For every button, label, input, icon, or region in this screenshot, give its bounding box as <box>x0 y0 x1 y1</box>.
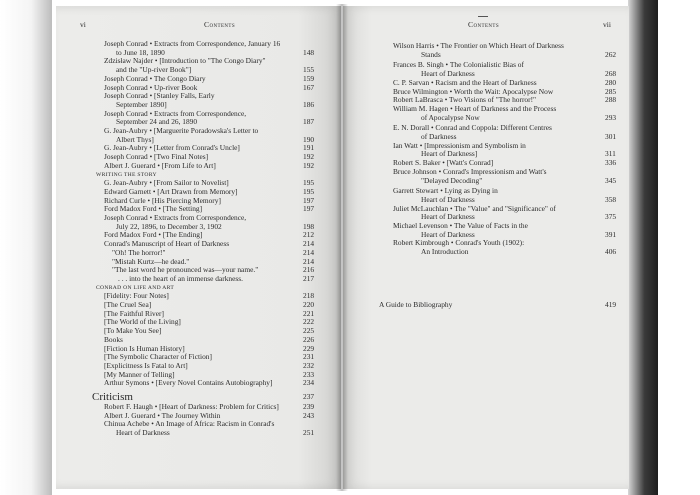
entry-page-number: 293 <box>605 112 617 122</box>
entry-title: G. Jean-Aubry • [From Sailor to Novelist] <box>104 178 229 188</box>
entry-title-continued: and the "Up-river Book"] <box>116 65 192 75</box>
entry-page-number: 212 <box>303 230 315 240</box>
contents-entry <box>104 214 246 232</box>
entry-page-number: 234 <box>303 378 315 388</box>
entry-title: Robert Kimbrough • Conrad's Youth (1902): <box>393 238 525 248</box>
entry-page-number: 233 <box>303 369 315 379</box>
contents-entry <box>393 205 556 223</box>
entry-page-number: 192 <box>303 152 315 162</box>
contents-entry <box>104 57 266 75</box>
entry-title: Michael Levenson • The Value of Facts in the <box>393 221 528 230</box>
entry-title: . . . into the heart of an immense darkness. <box>118 273 243 283</box>
entry-title: Robert LaBrasca • Two Visions of "The horror!" <box>393 95 537 105</box>
contents-entry <box>393 168 547 186</box>
left-page <box>56 6 341 489</box>
entry-title-continued: Heart of Darkness <box>421 69 475 79</box>
entry-title: Joseph Conrad • Extracts from Correspondence, <box>104 213 247 222</box>
entry-page-number: 197 <box>303 195 315 205</box>
entry-title: A Guide to Bibliography <box>379 299 453 309</box>
entry-page-number: 198 <box>303 221 315 231</box>
contents-entry <box>393 124 552 142</box>
entry-title: E. N. Dorall • Conrad and Coppola: Different Centres <box>393 123 552 133</box>
entry-page-number: 336 <box>605 158 617 168</box>
entry-page-number: 358 <box>605 194 617 204</box>
entry-title: Joseph Conrad • The Congo Diary <box>104 73 206 83</box>
entry-title: Chinua Achebe • An Image of Africa: Racism in Conrad's <box>104 419 275 429</box>
entry-title: [The World of the Living] <box>104 317 181 327</box>
entry-title: [Fidelity: Four Notes] <box>104 291 169 301</box>
entry-page-number: 301 <box>605 132 617 141</box>
entry-page-number: 159 <box>303 73 315 83</box>
entry-page-number: 221 <box>303 308 315 318</box>
entry-page-number: 191 <box>303 143 315 153</box>
contents-entry <box>104 92 215 110</box>
entry-title-continued: Heart of Darkness <box>421 229 475 239</box>
contents-entry <box>104 162 216 171</box>
entry-page-number: 262 <box>605 49 617 59</box>
entry-title: Robert F. Haugh • [Heart of Darkness: Problem for Critics] <box>104 402 279 411</box>
contents-entry <box>104 379 272 388</box>
entry-title-continued: "Delayed Decoding" <box>421 175 483 185</box>
entry-title-continued: Albert Thys] <box>116 134 154 144</box>
entry-title: [Explicitness Is Fatal to Art] <box>104 360 188 370</box>
contents-entry <box>104 127 258 145</box>
entry-page-number: 251 <box>303 428 315 438</box>
entry-title: Joseph Conrad • Extracts from Correspondence, <box>104 108 247 118</box>
entry-page-number: 406 <box>605 247 617 257</box>
section-heading-writing: WRITING THE STORY <box>96 171 157 178</box>
entry-title: Joseph Conrad • [Two Final Notes] <box>104 152 209 162</box>
entry-title: [The Cruel Sea] <box>104 300 152 309</box>
entry-page-number: 218 <box>303 291 315 301</box>
entry-page-number: 226 <box>303 334 315 344</box>
left-running-head: Contents <box>204 20 236 29</box>
entry-title: Wilson Harris • The Frontier on Which Heart of Darkness <box>393 41 564 50</box>
part-heading-criticism: Criticism <box>92 391 133 403</box>
right-running-head: Contents <box>468 20 500 29</box>
entry-page-number: 232 <box>303 360 315 370</box>
page-edge-right <box>628 0 658 495</box>
entry-page-number: 288 <box>605 95 617 105</box>
entry-title: Ford Madox Ford • [The Setting] <box>104 204 203 214</box>
entry-title-continued: to June 18, 1890 <box>116 47 165 57</box>
entry-title: Garrett Stewart • Lying as Dying in <box>393 186 498 196</box>
entry-title: Albert J. Guerard • [From Life to Art] <box>104 160 216 170</box>
entry-page-number: 192 <box>303 160 315 170</box>
entry-page-number: 280 <box>605 77 617 87</box>
entry-page-number: 195 <box>303 186 315 196</box>
entry-title-continued: Heart of Darkness <box>421 212 475 222</box>
entry-page-number: 167 <box>303 82 315 92</box>
entry-page-number: 345 <box>605 175 617 185</box>
contents-entry <box>104 110 246 128</box>
entry-page-number: 186 <box>303 99 315 109</box>
entry-page-number: 391 <box>605 229 617 239</box>
entry-title: Conrad's Manuscript of Heart of Darkness <box>104 239 230 249</box>
entry-title: Richard Curle • [His Piercing Memory] <box>104 195 221 205</box>
right-folio: vii <box>603 20 612 29</box>
entry-title: Frances B. Singh • The Colonialistic Bias of <box>393 60 524 70</box>
entry-title: C. P. Sarvan • Racism and the Heart of Darkness <box>393 77 537 87</box>
contents-entry <box>393 61 524 79</box>
entry-title: Joseph Conrad • Up-river Book <box>104 82 198 92</box>
entry-title-continued: Heart of Darkness <box>116 428 170 438</box>
contents-entry <box>393 105 556 123</box>
entry-page-number: 220 <box>303 300 315 309</box>
entry-page-number: 197 <box>303 204 315 214</box>
contents-entry <box>393 187 498 205</box>
entry-title-continued: An Introduction <box>421 247 469 257</box>
entry-page-number: 311 <box>605 149 616 159</box>
entry-page-number: 187 <box>303 117 315 127</box>
right-contents-list <box>343 6 629 489</box>
entry-page-number: 216 <box>303 265 315 275</box>
entry-page-number: 148 <box>303 47 315 57</box>
contents-entry <box>393 142 526 160</box>
contents-entry <box>393 222 528 240</box>
entry-title-continued: Stands <box>421 49 441 59</box>
entry-page-number: 229 <box>303 343 315 353</box>
entry-title: "The last word he pronounced was—your name." <box>112 265 259 275</box>
entry-title: "Oh! The horror!" <box>112 247 166 257</box>
entry-title-continued: Heart of Darkness <box>421 194 475 204</box>
entry-title-continued: September 1890] <box>116 99 167 109</box>
entry-title-continued: of Darkness <box>421 132 457 142</box>
entry-title-continued: of Apocalypse Now <box>421 112 480 122</box>
entry-page-number: 243 <box>303 410 315 420</box>
entry-title-continued: September 24 and 26, 1890 <box>116 117 198 127</box>
entry-title: [My Manner of Telling] <box>104 369 175 379</box>
contents-entry <box>379 301 452 310</box>
entry-title: G. Jean-Aubry • [Letter from Conrad's Uncle] <box>104 143 240 153</box>
contents-entry <box>393 239 524 257</box>
entry-title: Joseph Conrad • [Stanley Falls, Early <box>104 91 215 101</box>
entry-page-number: 155 <box>303 65 315 75</box>
entry-title: Joseph Conrad • Extracts from Correspondence, January 16 <box>104 39 281 48</box>
entry-title: G. Jean-Aubry • [Marguerite Poradowska's Letter to <box>104 126 259 135</box>
entry-page-number: 214 <box>303 256 315 266</box>
entry-page-number: 195 <box>303 178 315 188</box>
left-contents-list <box>56 6 341 489</box>
entry-title: "Mistah Kurtz—he dead." <box>112 256 190 266</box>
entry-page-number: 285 <box>605 86 617 96</box>
entry-title: Bruce Johnson • Conrad's Impressionism and Watt's <box>393 166 547 176</box>
entry-title: Zdzisław Najder • [Introduction to "The Congo Diary" <box>104 56 266 66</box>
entry-title: [Fiction Is Human History] <box>104 343 185 353</box>
entry-title: William M. Hagen • Heart of Darkness and the Process <box>393 103 557 113</box>
entry-title: Ian Watt • [Impressionism and Symbolism in <box>393 140 526 150</box>
entry-title: [The Faithful River] <box>104 308 164 318</box>
entry-title: [To Make You See] <box>104 326 162 336</box>
entry-title: Albert J. Guerard • The Journey Within <box>104 410 221 420</box>
entry-page-number: 214 <box>303 247 315 257</box>
entry-page-number: 239 <box>303 402 315 411</box>
entry-title: Edward Garnett • [Art Drawn from Memory] <box>104 186 238 196</box>
entry-page-number: 231 <box>303 352 315 362</box>
entry-title: Arthur Symons • [Every Novel Contains Autobiography] <box>104 378 273 388</box>
entry-page-number: 375 <box>605 212 617 222</box>
entry-title: Books <box>104 334 123 344</box>
left-folio: vi <box>80 20 86 29</box>
entry-title-continued: July 22, 1896, to December 3, 1902 <box>116 221 222 231</box>
entry-title: Robert S. Baker • [Watt's Conrad] <box>393 158 494 168</box>
page-edge-left <box>0 0 52 495</box>
right-page <box>343 6 629 489</box>
entry-page-number: 214 <box>303 239 315 249</box>
entry-title: [The Symbolic Character of Fiction] <box>104 352 212 362</box>
book-gutter <box>336 4 348 491</box>
contents-entry <box>393 42 564 60</box>
entry-page-number: 190 <box>303 134 315 144</box>
entry-page-number: 225 <box>303 326 315 336</box>
entry-title-continued: Heart of Darkness] <box>421 149 478 159</box>
contents-entry <box>118 275 243 284</box>
entry-page-number: 268 <box>605 69 617 79</box>
entry-page-number: 217 <box>303 273 315 283</box>
contents-entry <box>104 420 274 438</box>
entry-title: Ford Madox Ford • [The Ending] <box>104 230 203 240</box>
contents-entry <box>104 40 280 58</box>
entry-title: Juliet McLauchlan • The "Value" and "Significance" of <box>393 203 556 213</box>
section-heading-conrad: CONRAD ON LIFE AND ART <box>96 284 175 291</box>
entry-page-number: 419 <box>605 299 617 309</box>
entry-page-number: 222 <box>303 317 315 327</box>
part-page-number: 237 <box>303 392 315 401</box>
entry-title: Bruce Wilmington • Worth the Wait: Apocalypse Now <box>393 86 554 96</box>
